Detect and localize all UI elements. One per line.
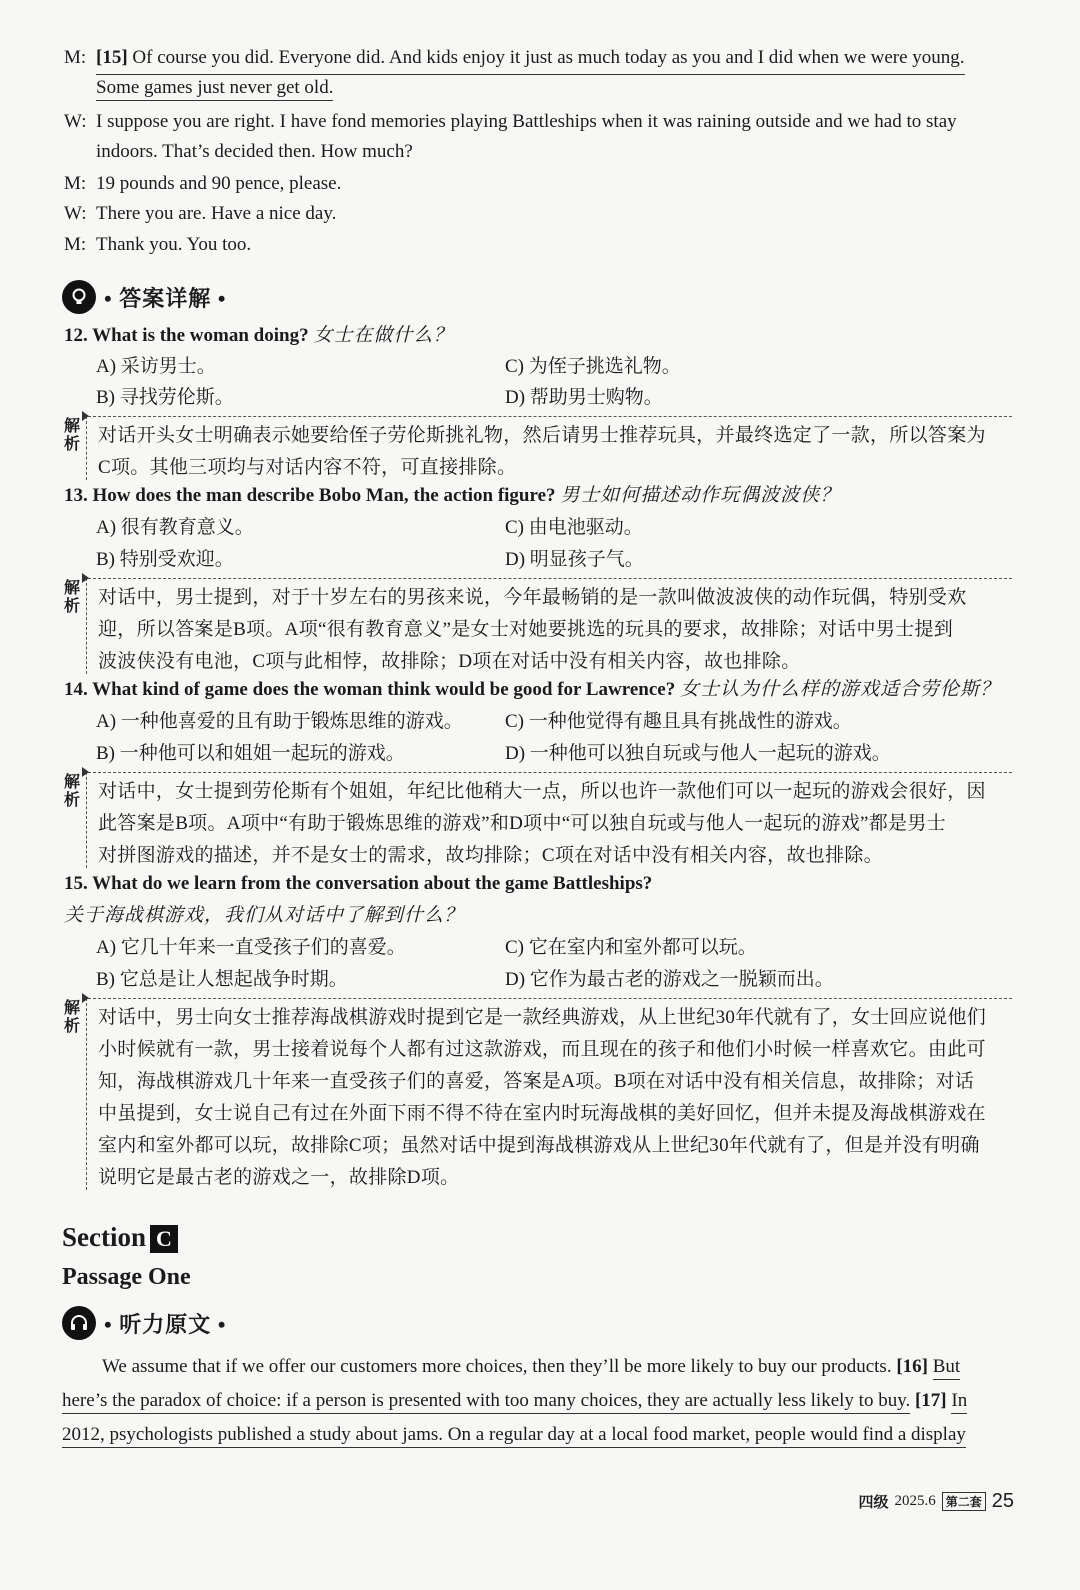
option-c: C) 一种他觉得有趣且具有挑战性的游戏。	[505, 711, 852, 732]
option-a: A) 采访男士。	[96, 356, 216, 377]
lightbulb-icon	[62, 280, 96, 314]
passage-line-2: here’s the paradox of choice: if a person is presented with too many choices, they are actually less likely to buy. [17] In	[62, 1384, 1008, 1418]
option-d: D) 帮助男士购物。	[505, 387, 663, 408]
document-page: M: [15] Of course you did. Everyone did. And kids enjoy it just as much today as you and I did when we were young. Some games just never get old. W: I suppose you are right. I have fond memories playing Battleships when it was raining outside and we had to stay indoors. That’s decided then. How much? M: 19 pounds and 90 pence, please. W: There you are. Have a nice day. M: Thank you. You too. • 答案详解 • 12. What is the woman doing? 女士在做什么？ A) 采访男士。 C) 为侄子挑选礼物。 B) 寻找劳伦斯。 D) 帮助男士购物。 解析 对话开头女士明确表示她要给侄子劳伦斯挑礼物，然后请男士推荐玩具，并最终选定了一款，所以答案为 C项。其他三项均与对话内容不符，可直接排除。 13. How does the man describe Bobo Man, the action figure? 男士如何描述动作玩偶波波侠？ A) 很有教育意义。 C) 由电池驱动。 B) 特别受欢迎。 D) 明显孩子气。 解析 对话中，男士提到，对于十岁左右的男孩来说，今年最畅销的是一款叫做波波侠的动作玩偶，特别受欢 迎，所以答案是B项。A项“很有教育意义”是女士对她要挑选的玩具的要求，故排除；对话中男士提到 波波侠没有电池，C项与此相悖，故排除；D项在对话中没有相关内容，故也排除。 14. What kind of game does the woman think would be good for Lawrence? 女士认为什么样的游戏适合劳伦斯？ A) 一种他喜爱的且有助于锻炼思维的游戏。 C) 一种他觉得有趣且具有挑战性的游戏。 B) 一种他可以和姐姐一起玩的游戏。 D) 一种他可以独自玩或与他人一起玩的游戏。 解析 对话中，女士提到劳伦斯有个姐姐，年纪比他稍大一点，所以也许一款他们可以一起玩的游戏会很好，因 此答案是B项。A项中“有助于锻炼思维的游戏”和D项中“可以独自玩或与他人一起玩的游戏”都是男士 对拼图游戏的描述，并不是女士的需求，故均排除；C项在对话中没有相关内容，故也排除。 15. What do we learn from the conversation about the game Battleships? 关于海战棋游戏，我们从对话中了解到什么？ A) 它几十年来一直受孩子们的喜爱。 C) 它在室内和室外都可以玩。 B) 它总是让人想起战争时期。 D) 它作为最古老的游戏之一脱颖而出。 解析 对话中，男士向女士推荐海战棋游戏时提到它是一款经典游戏，从上世纪30年代就有了，女士回应说他们 小时候就有一款，男士接着说每个人都有过这款游戏，而且现在的孩子和他们小时候一样喜欢它。由此可 知，海战棋游戏几十年来一直受孩子们的喜爱，答案是A项。B项在对话中没有相关信息，故排除；对话 中虽提到，女士说自己有过在外面下雨不得不待在室内时玩海战棋的美好回忆，但并未提及海战棋游戏在 室内和室外都可以玩，故排除C项；虽然对话中提到海战棋游戏从上世纪30年代就有了，但是并没有明确 说明它是最古老的游戏之一，故排除D项。 Section C Passage One • 听力原文 • We assume that if we offer our customers more choices, then they’ll be more likely to buy our products. [16] But here’s the paradox of choice: if a person is presented with too many choices, they are actually less likely to buy. [17] In 2012, psychologists published a study about jams. On a regular day at a local food market, people would find a display 四级 2025.6 第二套 25	[0, 0, 1080, 1590]
passage-line-3: 2012, psychologists published a study about jams. On a regular day at a local food market, people would find a display	[62, 1418, 1008, 1452]
listening-header: • 听力原文 •	[62, 1306, 226, 1340]
option-b: B) 它总是让人想起战争时期。	[96, 969, 348, 990]
passage-line-1: We assume that if we offer our customers more choices, then they’ll be more likely to buy our products. [16] But	[62, 1350, 1008, 1384]
option-c: C) 由电池驱动。	[505, 517, 643, 538]
option-a: A) 它几十年来一直受孩子们的喜爱。	[96, 937, 406, 958]
answers-header: • 答案详解 •	[62, 280, 226, 314]
option-b: B) 寻找劳伦斯。	[96, 387, 234, 408]
dialogue-text: Of course you did. Everyone did. And kids enjoy it just as much today as you and I did when we were young.	[132, 47, 965, 68]
arrow-icon	[82, 573, 89, 583]
question-15: 15. What do we learn from the conversation about the game Battleships?	[64, 873, 653, 894]
section-letter-badge: C	[150, 1225, 178, 1253]
page-footer: 四级 2025.6 第二套 25	[858, 1490, 1014, 1512]
dialogue-line-1-cont: Some games just never get old.	[96, 74, 333, 102]
option-b: B) 一种他可以和姐姐一起玩的游戏。	[96, 743, 405, 764]
question-13: 13. How does the man describe Bobo Man, the action figure? 男士如何描述动作玩偶波波侠？	[64, 485, 841, 506]
section-heading: Section C	[62, 1222, 178, 1253]
option-d: D) 明显孩子气。	[505, 549, 644, 570]
analysis-14: 解析 对话中，女士提到劳伦斯有个姐姐，年纪比他稍大一点，所以也许一款他们可以一起玩的游戏会很好，因 此答案是B项。A项中“有助于锻炼思维的游戏”和D项中“可以独自玩或与他人一起玩的游戏”都是男士 对拼图游戏的描述，并不是女士的需求，故均排除；C项在对话中没有相关内容，故也排除。	[62, 772, 1012, 868]
question-15-chinese: 关于海战棋游戏，我们从对话中了解到什么？	[64, 905, 465, 926]
passage-text	[62, 1350, 1008, 1452]
option-a: A) 一种他喜爱的且有助于锻炼思维的游戏。	[96, 711, 463, 732]
question-14: 14. What kind of game does the woman think would be good for Lawrence? 女士认为什么样的游戏适合劳伦斯？	[64, 679, 1000, 700]
option-b: B) 特别受欢迎。	[96, 549, 234, 570]
option-a: A) 很有教育意义。	[96, 517, 254, 538]
option-c: C) 它在室内和室外都可以玩。	[505, 937, 757, 958]
dialogue-line-2-cont: indoors. That’s decided then. How much?	[96, 141, 413, 162]
option-d: D) 它作为最古老的游戏之一脱颖而出。	[505, 969, 834, 990]
arrow-icon	[82, 411, 89, 421]
analysis-13: 解析 对话中，男士提到，对于十岁左右的男孩来说，今年最畅销的是一款叫做波波侠的动作玩偶，特别受欢 迎，所以答案是B项。A项“很有教育意义”是女士对她要挑选的玩具的要求，故排除；对话中男士提到 波波侠没有电池，C项与此相悖，故排除；D项在对话中没有相关内容，故也排除。	[62, 578, 1012, 674]
analysis-15: 解析 对话中，男士向女士推荐海战棋游戏时提到它是一款经典游戏，从上世纪30年代就有了，女士回应说他们 小时候就有一款，男士接着说每个人都有过这款游戏，而且现在的孩子和他们小时候一样喜欢它。由此可 知，海战棋游戏几十年来一直受孩子们的喜爱，答案是A项。B项在对话中没有相关信息，故排除；对话 中虽提到，女士说自己有过在外面下雨不得不待在室内时玩海战棋的美好回忆，但并未提及海战棋游戏在 室内和室外都可以玩，故排除C项；虽然对话中提到海战棋游戏从上世纪30年代就有了，但是并没有明确 说明它是最古老的游戏之一，故排除D项。	[62, 998, 1012, 1190]
headphones-icon	[62, 1306, 96, 1340]
passage-title: Passage One	[62, 1264, 191, 1290]
arrow-icon	[82, 993, 89, 1003]
option-c: C) 为侄子挑选礼物。	[505, 356, 681, 377]
arrow-icon	[82, 767, 89, 777]
page-number: 25	[991, 1490, 1014, 1512]
question-12: 12. What is the woman doing? 女士在做什么？	[64, 325, 454, 346]
option-d: D) 一种他可以独自玩或与他人一起玩的游戏。	[505, 743, 891, 764]
analysis-12: 解析 对话开头女士明确表示她要给侄子劳伦斯挑礼物，然后请男士推荐玩具，并最终选定了一款，所以答案为 C项。其他三项均与对话内容不符，可直接排除。	[62, 416, 1012, 480]
